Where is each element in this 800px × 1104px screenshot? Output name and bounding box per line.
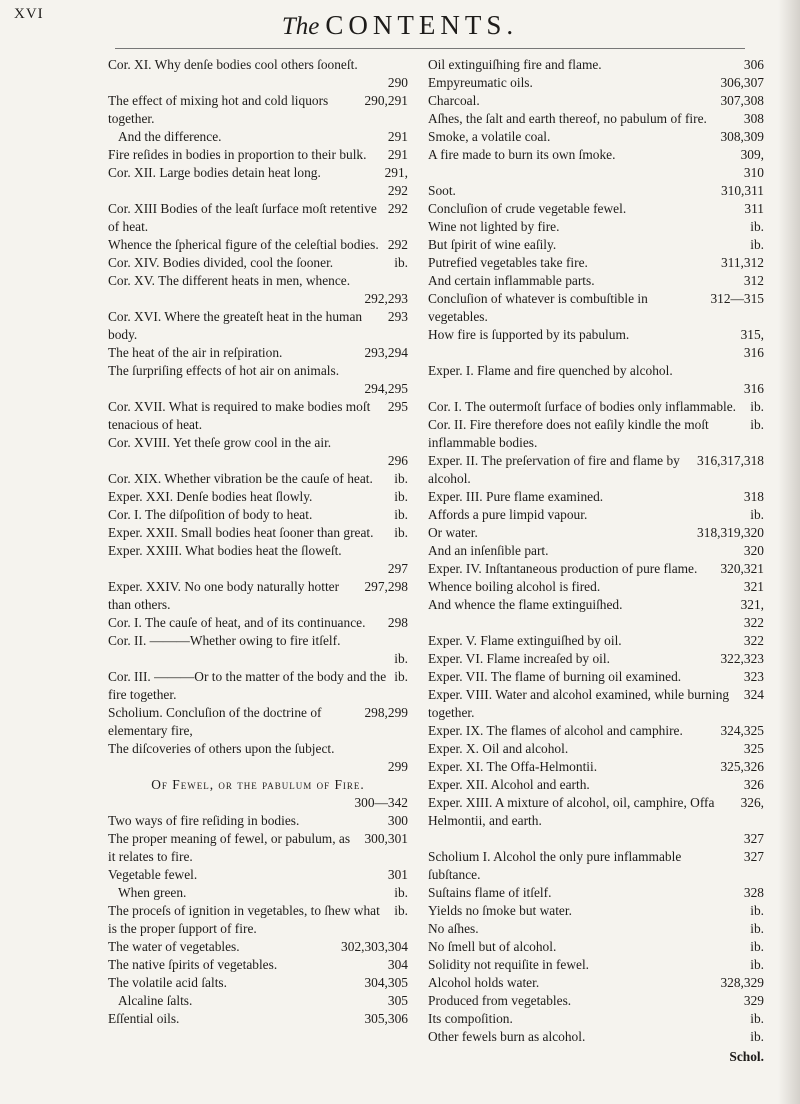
toc-entry-page: 305,306 — [364, 1011, 408, 1026]
page-ref-continuation: 294,295 — [364, 381, 408, 396]
toc-entry-page: ib. — [394, 903, 408, 918]
toc-entry — [108, 704, 408, 740]
toc-entry — [428, 650, 764, 668]
toc-entry-text: Eſſential oils. — [108, 1011, 180, 1026]
toc-entry-page: 292 — [387, 201, 408, 216]
toc-entry-page: 290,291 — [364, 93, 408, 108]
page-ref-continuation: 297 — [387, 561, 408, 576]
toc-entry-page: ib. — [750, 957, 764, 972]
toc-entry — [108, 344, 408, 362]
toc-entry — [428, 452, 764, 488]
toc-entry-text: Cor. I. The diſpoſition of body to heat. — [108, 507, 313, 522]
toc-entry — [428, 200, 764, 218]
toc-entry-text: Cor. XI. Why denſe bodies cool others ſooneſt. — [108, 57, 358, 72]
toc-entry — [428, 848, 764, 884]
toc-entry-page: 292 — [387, 237, 408, 252]
toc-entry — [108, 164, 408, 182]
toc-entry-text: Cor. II. ———Whether owing to fire itſelf. — [108, 633, 341, 648]
toc-entry — [108, 254, 408, 272]
toc-entry — [428, 884, 764, 902]
toc-entry-text: Cor. XVI. Where the greateſt heat in the human body. — [108, 309, 363, 342]
toc-entry — [428, 920, 764, 938]
toc-entry-text: Cor. XIII Bodies of the leaſt ſurface moſt retentive of heat. — [108, 201, 377, 234]
toc-entry-page: 293,294 — [364, 345, 408, 360]
toc-entry-page: ib. — [750, 921, 764, 936]
toc-entry — [108, 56, 408, 74]
toc-entry-page: 298 — [387, 615, 408, 630]
toc-entry-text: And certain inflammable parts. — [428, 273, 595, 288]
toc-entry — [428, 992, 764, 1010]
toc-entry-page: 298,299 — [364, 705, 408, 720]
left-column — [108, 56, 408, 1028]
toc-entry-page: ib. — [750, 399, 764, 414]
toc-entry — [108, 668, 408, 704]
toc-entry-text: Cor. II. Fire therefore does not eaſily kindle the moſt inflammable bodies. — [428, 417, 709, 450]
toc-entry — [108, 830, 408, 866]
toc-entry-text: Or water. — [428, 525, 478, 540]
toc-entry — [428, 902, 764, 920]
toc-entry — [108, 308, 408, 344]
toc-entry-page: 321, — [740, 597, 764, 612]
toc-entry-text: Cor. XIV. Bodies divided, cool the ſooner. — [108, 255, 334, 270]
toc-entry-text: The volatile acid ſalts. — [108, 975, 227, 990]
toc-entry — [108, 740, 408, 758]
toc-entry — [108, 812, 408, 830]
toc-entry — [108, 974, 408, 992]
toc-entry-text: Affords a pure limpid vapour. — [428, 507, 588, 522]
toc-entry — [428, 1028, 764, 1046]
toc-entry — [108, 542, 408, 560]
toc-entry-page: ib. — [394, 471, 408, 486]
toc-entry-page: 322 — [743, 633, 764, 648]
toc-entry-text: Exper. XI. The Offa-Helmontii. — [428, 759, 598, 774]
toc-entry — [108, 146, 408, 164]
toc-entry-text: The effect of mixing hot and cold liquors together. — [108, 93, 329, 126]
page-ref-continuation: 296 — [387, 453, 408, 468]
toc-entry-text: Exper. XXIII. What bodies heat the ſloweſt. — [108, 543, 342, 558]
toc-entry-text: Oil extinguiſhing fire and flame. — [428, 57, 602, 72]
toc-entry-text: Exper. III. Pure flame examined. — [428, 489, 604, 504]
toc-entry-text: And whence the flame extinguiſhed. — [428, 597, 623, 612]
toc-entry-page: 323 — [743, 669, 764, 684]
toc-entry — [108, 992, 408, 1010]
toc-entry-page: 326, — [740, 795, 764, 810]
toc-entry-page: 309, — [740, 147, 764, 162]
toc-entry-page: 318 — [743, 489, 764, 504]
toc-entry — [428, 722, 764, 740]
toc-entry-text: Concluſion of whatever is combuſtible in vegetables. — [428, 291, 648, 324]
toc-entry — [108, 272, 408, 290]
running-title — [0, 10, 800, 41]
toc-entry-text: Concluſion of crude vegetable fewel. — [428, 201, 627, 216]
toc-entry — [108, 488, 408, 506]
toc-entry-page: 326 — [743, 777, 764, 792]
toc-entry-text: Wine not lighted by fire. — [428, 219, 560, 234]
toc-entry-text: Exper. X. Oil and alcohol. — [428, 741, 569, 756]
toc-entry — [108, 92, 408, 128]
toc-entry-page: ib. — [750, 417, 764, 432]
toc-entry-text: Exper. VIII. Water and alcohol examined, while burning together. — [428, 687, 730, 720]
toc-entry-page: 324,325 — [720, 723, 764, 738]
toc-entry-page: 302,303,304 — [341, 939, 408, 954]
toc-entry-text: Exper. VI. Flame increaſed by oil. — [428, 651, 610, 666]
toc-entry-page: 304 — [387, 957, 408, 972]
toc-entry — [428, 362, 764, 380]
toc-entry-page: ib. — [750, 903, 764, 918]
toc-entry-text: Other fewels burn as alcohol. — [428, 1029, 586, 1044]
toc-entry-page: 310,311 — [720, 183, 764, 198]
toc-entry-page: 321 — [743, 579, 764, 594]
toc-entry-text: Whence boiling alcohol is fired. — [428, 579, 601, 594]
toc-entry-text: Cor. III. ———Or to the matter of the body and the fire together. — [108, 669, 387, 702]
catchword: Schol. — [729, 1049, 764, 1064]
toc-entry-text: Vegetable fewel. — [108, 867, 198, 882]
toc-entry-text: Empyreumatic oils. — [428, 75, 533, 90]
toc-entry-page: 291 — [387, 147, 408, 162]
toc-entry — [108, 956, 408, 974]
section-heading: Of Fewel, or the pabulum of Fire. — [151, 777, 365, 792]
toc-entry — [428, 218, 764, 236]
toc-entry-text: Cor. XV. The different heats in men, whence. — [108, 273, 351, 288]
toc-entry-page: 325 — [743, 741, 764, 756]
toc-entry-page: 329 — [743, 993, 764, 1008]
toc-entry-page: 305 — [387, 993, 408, 1008]
toc-entry-page: 301 — [387, 867, 408, 882]
toc-entry-page: 295 — [387, 399, 408, 414]
toc-entry-text: Putrefied vegetables take fire. — [428, 255, 588, 270]
toc-entry — [108, 902, 408, 938]
toc-entry-text: The ſurpriſing effects of hot air on animals. — [108, 363, 340, 378]
page-edge-shadow — [778, 0, 800, 1104]
toc-entry-text: Soot. — [428, 183, 456, 198]
toc-entry — [428, 272, 764, 290]
toc-entry-text: Cor. I. The cauſe of heat, and of its continuance. — [108, 615, 366, 630]
toc-entry-page: 316,317,318 — [697, 453, 764, 468]
toc-entry-page: 300,301 — [364, 831, 408, 846]
toc-entry-text: Exper. IV. Inſtantaneous production of pure flame. — [428, 561, 698, 576]
toc-entry — [108, 614, 408, 632]
toc-entry — [428, 974, 764, 992]
toc-entry-page: 312—315 — [710, 291, 764, 306]
toc-entry — [428, 506, 764, 524]
toc-entry-text: Aſhes, the ſalt and earth thereof, no pabulum of fire. — [428, 111, 707, 126]
page-ref-continuation: 327 — [743, 831, 764, 846]
toc-entry-text: Cor. XIX. Whether vibration be the cauſe of heat. — [108, 471, 373, 486]
toc-entry-text: When green. — [118, 885, 187, 900]
toc-entry-text: Fire reſides in bodies in proportion to their bulk. — [108, 147, 367, 162]
toc-entry — [428, 542, 764, 560]
toc-entry-text: Solidity not requiſite in fewel. — [428, 957, 590, 972]
toc-entry-text: The water of vegetables. — [108, 939, 240, 954]
toc-entry-page: ib. — [394, 525, 408, 540]
toc-entry — [108, 128, 408, 146]
toc-entry-text: Cor. I. The outermoſt ſurface of bodies only inflammable. — [428, 399, 737, 414]
toc-entry — [428, 1010, 764, 1028]
toc-entry-text: Cor. XVII. What is required to make bodies moſt tenacious of heat. — [108, 399, 371, 432]
toc-entry-text: Exper. IX. The flames of alcohol and camphire. — [428, 723, 683, 738]
toc-entry — [428, 182, 764, 200]
toc-entry — [428, 92, 764, 110]
toc-entry-page: 308 — [743, 111, 764, 126]
toc-entry-text: Exper. XXIV. No one body naturally hotter than others. — [108, 579, 340, 612]
toc-entry-text: And the difference. — [118, 129, 222, 144]
toc-entry — [108, 524, 408, 542]
page-ref-continuation: 292,293 — [364, 291, 408, 306]
toc-entry — [428, 794, 764, 830]
toc-entry-text: Exper. I. Flame and fire quenched by alcohol. — [428, 363, 673, 378]
toc-entry — [108, 506, 408, 524]
toc-entry-page: 306 — [743, 57, 764, 72]
toc-entry-page: 318,319,320 — [697, 525, 764, 540]
toc-entry-text: Exper. VII. The flame of burning oil examined. — [428, 669, 682, 684]
toc-entry-text: Two ways of fire reſiding in bodies. — [108, 813, 300, 828]
toc-entry-page: 293 — [387, 309, 408, 324]
toc-entry-page: 325,326 — [720, 759, 764, 774]
toc-entry-page: 328 — [743, 885, 764, 900]
toc-entry-text: Exper. XIII. A mixture of alcohol, oil, camphire, Offa Helmontii, and earth. — [428, 795, 715, 828]
toc-entry-text: Produced from vegetables. — [428, 993, 572, 1008]
toc-entry-text: Whence the ſpherical figure of the celeſtial bodies. — [108, 237, 379, 252]
toc-entry — [428, 488, 764, 506]
toc-entry-text: No aſhes. — [428, 921, 479, 936]
toc-entry-page: 291, — [384, 165, 408, 180]
toc-entry-page: 300 — [387, 813, 408, 828]
toc-entry-page: 311 — [744, 201, 764, 216]
toc-entry-page: 320,321 — [720, 561, 764, 576]
toc-entry-page: ib. — [750, 237, 764, 252]
toc-entry-text: Scholium. Concluſion of the doctrine of elementary fire, — [108, 705, 322, 738]
page-number: XVI — [14, 6, 44, 22]
toc-entry-text: Charcoal. — [428, 93, 480, 108]
toc-entry-text: The diſcoveries of others upon the ſubject. — [108, 741, 335, 756]
toc-entry — [428, 254, 764, 272]
toc-entry-page: ib. — [750, 1029, 764, 1044]
toc-entry — [108, 236, 408, 254]
toc-entry — [108, 470, 408, 488]
toc-entry-page: ib. — [750, 507, 764, 522]
page-ref-continuation: 290 — [387, 75, 408, 90]
toc-entry-page: ib. — [394, 669, 408, 684]
toc-entry-text: The proceſs of ignition in vegetables, to ſhew what is the proper ſupport of fire. — [108, 903, 380, 936]
toc-entry — [108, 884, 408, 902]
toc-entry — [428, 758, 764, 776]
toc-entry-page: 308,309 — [720, 129, 764, 144]
toc-entry-page: 291 — [387, 129, 408, 144]
toc-entry-text: Its compoſition. — [428, 1011, 513, 1026]
toc-entry-page: 312 — [743, 273, 764, 288]
toc-entry-text: How fire is ſupported by its pabulum. — [428, 327, 630, 342]
toc-entry-text: Exper. XII. Alcohol and earth. — [428, 777, 590, 792]
toc-entry — [428, 416, 764, 452]
toc-entry-page: 307,308 — [720, 93, 764, 108]
toc-entry-text: Alcohol holds water. — [428, 975, 540, 990]
toc-entry-page: 311,312 — [720, 255, 764, 270]
toc-entry — [108, 398, 408, 434]
toc-entry — [108, 1010, 408, 1028]
toc-entry — [428, 398, 764, 416]
page-ref-continuation: 316 — [743, 381, 764, 396]
page-ref-continuation: 300—342 — [354, 795, 408, 810]
toc-entry — [428, 668, 764, 686]
toc-entry-text: The heat of the air in reſpiration. — [108, 345, 283, 360]
toc-entry-text: Suſtains flame of itſelf. — [428, 885, 552, 900]
toc-entry — [428, 74, 764, 92]
toc-entry-page: ib. — [394, 507, 408, 522]
toc-entry-text: Cor. XVIII. Yet theſe grow cool in the air. — [108, 435, 332, 450]
page-ref-continuation: 292 — [387, 183, 408, 198]
page-ref-continuation: 316 — [743, 345, 764, 360]
toc-entry-text: Smoke, a volatile coal. — [428, 129, 551, 144]
toc-entry — [428, 578, 764, 596]
toc-entry — [108, 866, 408, 884]
toc-entry — [108, 362, 408, 380]
toc-entry-page: ib. — [750, 1011, 764, 1026]
page-ref-continuation: ib. — [394, 651, 408, 666]
toc-entry-text: No ſmell but of alcohol. — [428, 939, 557, 954]
toc-entry-page: ib. — [750, 939, 764, 954]
toc-entry-page: 327 — [743, 849, 764, 864]
toc-entry — [108, 200, 408, 236]
toc-entry-page: 304,305 — [364, 975, 408, 990]
toc-entry-page: 315, — [740, 327, 764, 342]
toc-entry-page: 328,329 — [720, 975, 764, 990]
toc-entry-text: And an inſenſible part. — [428, 543, 549, 558]
toc-entry — [428, 146, 764, 164]
running-title-text: CONTENTS. — [325, 10, 519, 40]
toc-entry — [108, 938, 408, 956]
toc-entry — [428, 326, 764, 344]
toc-entry — [428, 956, 764, 974]
toc-entry — [428, 560, 764, 578]
toc-entry-text: But ſpirit of wine eaſily. — [428, 237, 557, 252]
running-title-prefix: The — [281, 13, 320, 40]
toc-entry-page: 306,307 — [720, 75, 764, 90]
page-ref-continuation: 310 — [743, 165, 764, 180]
toc-entry — [428, 740, 764, 758]
toc-entry-text: Yields no ſmoke but water. — [428, 903, 572, 918]
toc-entry-page: 297,298 — [364, 579, 408, 594]
toc-entry — [108, 578, 408, 614]
toc-entry-text: Exper. XXI. Denſe bodies heat ſlowly. — [108, 489, 313, 504]
toc-entry-page: ib. — [394, 255, 408, 270]
toc-entry-page: ib. — [750, 219, 764, 234]
toc-entry — [428, 938, 764, 956]
toc-entry — [428, 524, 764, 542]
toc-entry-text: The native ſpirits of vegetables. — [108, 957, 278, 972]
toc-entry-text: Exper. V. Flame extinguiſhed by oil. — [428, 633, 622, 648]
toc-entry-page: ib. — [394, 885, 408, 900]
page-header — [0, 4, 800, 44]
page-ref-continuation: 299 — [387, 759, 408, 774]
toc-entry — [428, 596, 764, 614]
toc-entry-text: A fire made to burn its own ſmoke. — [428, 147, 616, 162]
toc-entry — [428, 776, 764, 794]
right-column — [428, 56, 764, 1066]
page-ref-continuation: 322 — [743, 615, 764, 630]
toc-entry — [428, 110, 764, 128]
toc-entry-page: 322,323 — [720, 651, 764, 666]
toc-entry-text: Cor. XII. Large bodies detain heat long. — [108, 165, 321, 180]
toc-entry — [428, 56, 764, 74]
toc-entry — [108, 434, 408, 452]
toc-entry-text: Alcaline ſalts. — [118, 993, 193, 1008]
header-rule — [115, 48, 745, 49]
toc-entry-page: 324 — [743, 687, 764, 702]
toc-entry — [428, 632, 764, 650]
toc-entry-text: Scholium I. Alcohol the only pure inflammable ſubſtance. — [428, 849, 682, 882]
toc-entry — [428, 686, 764, 722]
toc-entry — [428, 128, 764, 146]
toc-entry — [428, 290, 764, 326]
toc-entry-page: ib. — [394, 489, 408, 504]
toc-entry-text: Exper. II. The preſervation of fire and flame by alcohol. — [428, 453, 680, 486]
toc-entry-page: 320 — [743, 543, 764, 558]
toc-entry — [108, 632, 408, 650]
toc-entry-text: The proper meaning of fewel, or pabulum, as it relates to fire. — [108, 831, 351, 864]
toc-entry-text: Exper. XXII. Small bodies heat ſooner than great. — [108, 525, 374, 540]
toc-entry — [428, 236, 764, 254]
